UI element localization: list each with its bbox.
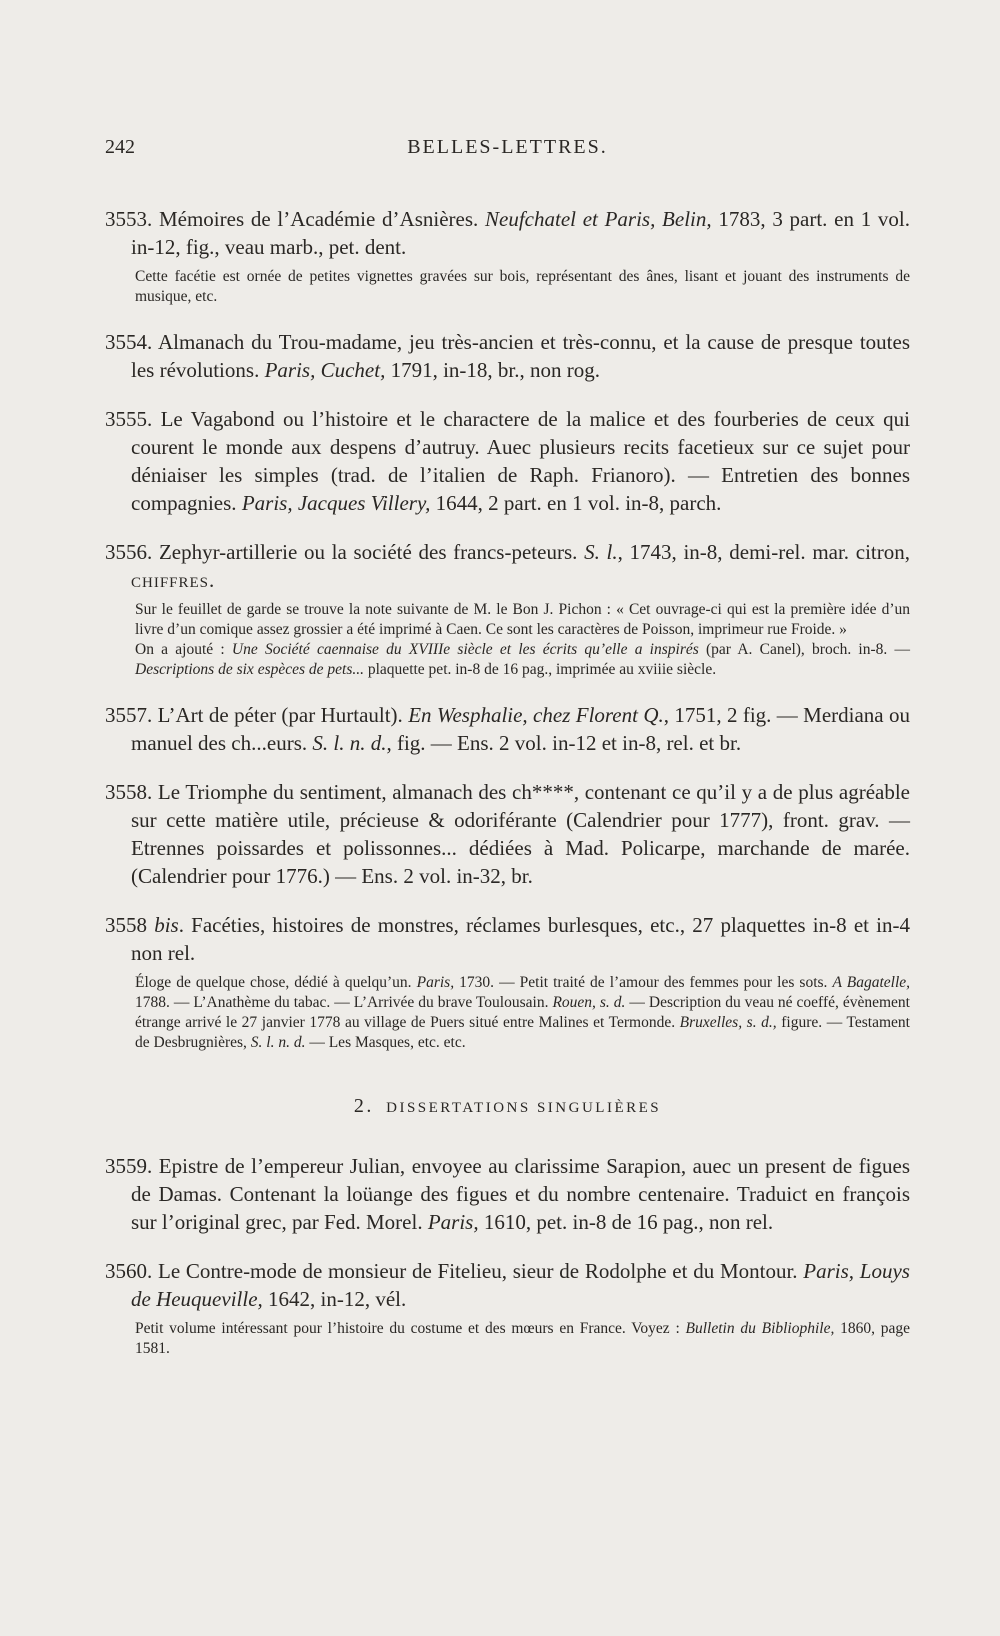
note-paragraph xyxy=(135,600,910,640)
italic-text: Neufchatel et Paris, Belin, xyxy=(485,207,712,231)
text-run: — Les Masques, etc. etc. xyxy=(305,1034,466,1051)
text-run: 1860, page 1581. xyxy=(135,1320,911,1357)
italic-text: Descriptions de six espèces de pets... xyxy=(135,661,364,678)
italic-text: Paris, Cuchet, xyxy=(264,358,386,382)
catalogue-entry xyxy=(105,405,910,517)
italic-text: S. l. n. d. xyxy=(312,731,387,755)
text-run: 3555. Le Vagabond ou l’histoire et le charactere de la malice et des fourberies de ceux qui courent le monde aux despens d’autruy. Auec plusieurs recits facetieux sur ce sujet pour déniaiser les simples (trad. de l’italien de Raph. Frianoro). — Entretien des bonnes compagnies. xyxy=(105,407,910,515)
italic-text: Une Société caennaise du XVIIIe siècle et les écrits qu’elle a inspirés xyxy=(231,641,699,658)
italic-text: Bruxelles, s. d., xyxy=(679,1014,777,1031)
note-paragraph xyxy=(135,1319,910,1359)
text-run: 3553. Mémoires de l’Académie d’Asnières. xyxy=(105,207,485,231)
catalogue-entry xyxy=(105,1152,910,1236)
entry-note xyxy=(135,973,910,1053)
small-caps-text: chiffres xyxy=(131,568,210,592)
page-header xyxy=(105,136,910,170)
catalogue-entry xyxy=(105,328,910,384)
text-run: (par A. Canel), broch. in-8. — xyxy=(698,641,910,658)
italic-text: Paris, xyxy=(427,1210,479,1234)
section-title: DISSERTATIONS SINGULIÈRES xyxy=(386,1100,662,1116)
entry-note xyxy=(135,1319,910,1359)
text-run: , 1751, 2 fig. — Merdiana ou manuel des ch...eurs. xyxy=(131,703,910,755)
text-run: figure. — Testament de Desbrugnières, xyxy=(135,1014,910,1051)
text-run: 3559. Epistre de l’empereur Julian, envoyee au clarissime Sarapion, auec un present de figues de Damas. Contenant la loüange des figues et du nombre centenaire. Traduict en françois sur l’original grec, par Fed. Morel. xyxy=(105,1154,910,1234)
catalogue-entry xyxy=(105,1257,910,1313)
page-number: 242 xyxy=(105,136,135,158)
section-heading xyxy=(105,1095,910,1118)
text-run: 3554. Almanach du Trou-madame, jeu très-ancien et très-connu, et la cause de presque toutes les révolutions. xyxy=(105,330,910,382)
text-run: . Facéties, histoires de monstres, réclames burlesques, etc., 27 plaquettes in-8 et in-4 non rel. xyxy=(131,913,910,965)
text-run: 3556. Zephyr-artillerie ou la société des francs-peteurs. xyxy=(105,540,585,564)
text-run: 3560. Le Contre-mode de monsieur de Fitelieu, sieur de Rodolphe et du Montour. xyxy=(105,1259,804,1283)
section-number: 2. xyxy=(353,1095,374,1117)
text-run: plaquette pet. in-8 de 16 pag., imprimée au xviiie siècle. xyxy=(364,661,717,678)
text-run: , fig. — Ens. 2 vol. in-12 et in-8, rel. et br. xyxy=(386,731,742,755)
italic-text: Paris, Jacques Villery, xyxy=(241,491,431,515)
italic-text: S. l. xyxy=(584,540,618,564)
text-run: 1730. — Petit traité de l’amour des femmes pour les sots. xyxy=(454,974,833,991)
italic-text: En Wesphalie, chez Florent Q. xyxy=(408,703,664,727)
text-run: 1783, 3 part. en 1 vol. in-12, fig., veau marb., pet. dent. xyxy=(131,207,911,259)
text-run: 3557. L’Art de péter (par Hurtault). xyxy=(105,703,409,727)
catalogue-entry xyxy=(105,911,910,967)
text-run: . xyxy=(209,568,215,592)
text-run: 1788. — L’Anathème du tabac. — L’Arrivée du brave Toulousain. xyxy=(135,994,553,1011)
entry-note xyxy=(135,600,910,680)
entries-group-2 xyxy=(105,1152,910,1359)
catalogue-entry xyxy=(105,778,910,890)
text-run: 3558. Le Triomphe du sentiment, almanach des ch****, contenant ce qu’il y a de plus agréable sur cette matière utile, précieuse & odoriférante (Calendrier pour 1777), front. grav. — Etrennes poissardes et polissonnes... dédiées à Mad. Policarpe, marchande de marée. (Calendrier pour 1776.) — Ens. 2 vol. in-32, br. xyxy=(105,780,910,888)
text-run: Cette facétie est ornée de petites vignettes gravées sur bois, représentant des ânes, lisant et jouant des instruments de musique, etc. xyxy=(135,268,910,305)
catalogue-entry xyxy=(105,205,910,261)
text-run: Petit volume intéressant pour l’histoire du costume et des mœurs en France. Voyez : xyxy=(135,1320,686,1337)
italic-text: A Bagatelle, xyxy=(832,974,911,991)
text-run: 1642, in-12, vél. xyxy=(262,1287,407,1311)
catalogue-content xyxy=(105,184,910,1379)
text-run: 1644, 2 part. en 1 vol. in-8, parch. xyxy=(430,491,722,515)
italic-text: Paris, xyxy=(416,974,455,991)
text-run: Sur le feuillet de garde se trouve la note suivante de M. le Bon J. Pichon : « Cet ouvrage-ci qui est la première idée d’un livre d’un comique assez grossier a été imprimé à Caen. Ce sont les caractères de Poisson, imprimeur rue Froide. » xyxy=(135,601,910,638)
text-run: Éloge de quelque chose, dédié à quelqu’un. xyxy=(135,974,417,991)
running-title: BELLES-LETTRES. xyxy=(407,136,608,158)
italic-text: bis xyxy=(154,913,179,937)
text-run: — Description du veau né coeffé, évènement étrange arrivé le 27 janvier 1778 au village de Puers situé entre Malines et Termonde. xyxy=(135,994,910,1031)
italic-text: Bulletin du Bibliophile, xyxy=(685,1320,835,1337)
italic-text: S. l. n. d. xyxy=(250,1034,306,1051)
catalogue-entry xyxy=(105,538,910,594)
note-paragraph xyxy=(135,973,910,1053)
italic-text: Rouen, s. d. xyxy=(552,994,626,1011)
entries-group-1 xyxy=(105,205,910,1053)
text-run: , 1743, in-8, demi-rel. mar. citron, xyxy=(617,540,910,564)
text-run: 1610, pet. in-8 de 16 pag., non rel. xyxy=(478,1210,774,1234)
text-run: On a ajouté : xyxy=(135,641,232,658)
text-run: 1791, in-18, br., non rog. xyxy=(385,358,600,382)
catalogue-entry xyxy=(105,701,910,757)
note-paragraph xyxy=(135,640,910,680)
text-run: 3558 xyxy=(105,913,155,937)
note-paragraph xyxy=(135,267,910,307)
italic-text: Paris, Louys de Heuqueville, xyxy=(131,1259,910,1311)
entry-note xyxy=(135,267,910,307)
